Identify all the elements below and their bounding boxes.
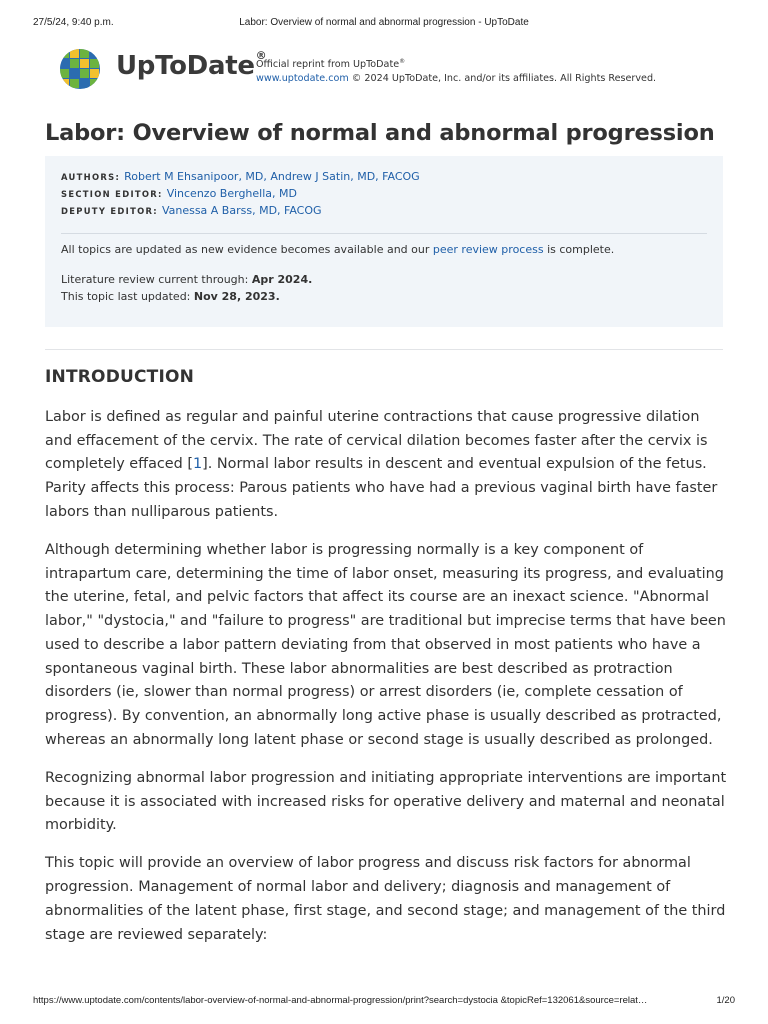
section-divider — [45, 349, 723, 350]
update-text-post: is complete. — [543, 243, 615, 256]
reprint-mark: ® — [399, 58, 406, 65]
brand-name: UpToDate — [116, 51, 255, 81]
section-editor-label: SECTION EDITOR: — [61, 189, 163, 199]
lit-review-line — [61, 271, 312, 288]
print-footer — [0, 995, 768, 1015]
paragraph-1-text-a: Labor is defined as regular and painful uterine contractions that cause progressive dilation and effacement of the cervix. The rate of cervical dilation becomes faster after the cervix is completely effaced [ — [45, 409, 708, 473]
last-updated-date: Nov 28, 2023. — [193, 290, 280, 303]
info-divider — [61, 233, 707, 234]
update-notice — [61, 241, 614, 258]
uptodate-logo-icon — [58, 47, 102, 91]
section-heading-introduction: INTRODUCTION — [45, 367, 195, 387]
deputy-editor-link[interactable]: Vanessa A Barss, MD, FACOG — [161, 204, 322, 217]
topic-info-box — [45, 156, 723, 327]
page-number: 1/20 — [716, 995, 735, 1006]
paragraph-1-text-b: ]. Normal labor results in descent and eventual expulsion of the fetus. Parity affects this process: Parous patients who have had a previous vaginal birth have faster labors than nulliparous patients. — [45, 456, 718, 520]
section-editor-row — [61, 187, 297, 201]
deputy-editor-label: DEPUTY EDITOR: — [61, 206, 158, 216]
lit-review-label: Literature review current through: — [61, 273, 252, 286]
uptodate-site-link[interactable]: www.uptodate.com — [256, 73, 349, 85]
brand-wordmark — [116, 51, 266, 81]
section-editor-link[interactable]: Vincenzo Berghella, MD — [166, 187, 297, 200]
print-datetime: 27/5/24, 9:40 p.m. — [33, 17, 114, 28]
reprint-notice — [256, 55, 656, 86]
deputy-editor-row — [61, 204, 322, 218]
paragraph-4: This topic will provide an overview of labor progress and discuss risk factors for abnormal progression. Management of normal labor and delivery; diagnosis and management of abnormalities of the latent phase, first stage, and second stage; and management of the third stage are reviewed separately: — [45, 855, 726, 943]
last-updated-label: This topic last updated: — [61, 290, 194, 303]
update-text-pre: All topics are updated as new evidence becomes available and our — [61, 243, 433, 256]
paragraph-1 — [45, 406, 730, 525]
registered-mark: ® — [255, 49, 267, 62]
print-page-title: Labor: Overview of normal and abnormal progression - UpToDate — [239, 17, 529, 28]
authors-label: AUTHORS: — [61, 172, 121, 182]
authors-link[interactable]: Robert M Ehsanipoor, MD, Andrew J Satin, MD, FACOG — [124, 170, 420, 183]
reprint-line: Official reprint from UpToDate — [256, 59, 400, 71]
lit-review-date: Apr 2024. — [251, 273, 313, 286]
paragraph-3: Recognizing abnormal labor progression and initiating appropriate interventions are important because it is associated with increased risks for operative delivery and maternal and neonatal morbidity. — [45, 769, 727, 834]
copyright-text: © 2024 UpToDate, Inc. and/or its affiliates. All Rights Reserved. — [351, 73, 657, 85]
print-url: https://www.uptodate.com/contents/labor-overview-of-normal-and-abnormal-progression/print?search=dystocia &topicRef=132061&source=relat… — [33, 995, 648, 1006]
print-header — [0, 0, 768, 40]
article-body — [45, 406, 730, 962]
authors-row — [61, 170, 420, 184]
peer-review-link[interactable]: peer review process — [432, 243, 544, 256]
reference-link-1[interactable]: 1 — [192, 456, 203, 473]
page-title: Labor: Overview of normal and abnormal progression — [45, 120, 715, 146]
last-updated-line — [61, 288, 280, 305]
paragraph-2: Although determining whether labor is progressing normally is a key component of intrapartum care, determining the time of labor onset, measuring its progress, and evaluating the uterine, fetal, and pelvic factors that affect its course are an inexact science. "Abnormal labor," "dystocia," and "failure to progress" are traditional but imprecise terms that have been used to describe a labor pattern deviating from that observed in most patients who have a spontaneous vaginal birth. These labor abnormalities are best described as protraction disorders (ie, slower than normal progress) or arrest disorders (ie, complete cessation of progress). By convention, an abnormally long active phase is usually described as protracted, whereas an abnormally long latent phase or second stage is usually described as prolonged. — [45, 542, 726, 748]
brand-header — [58, 44, 738, 94]
